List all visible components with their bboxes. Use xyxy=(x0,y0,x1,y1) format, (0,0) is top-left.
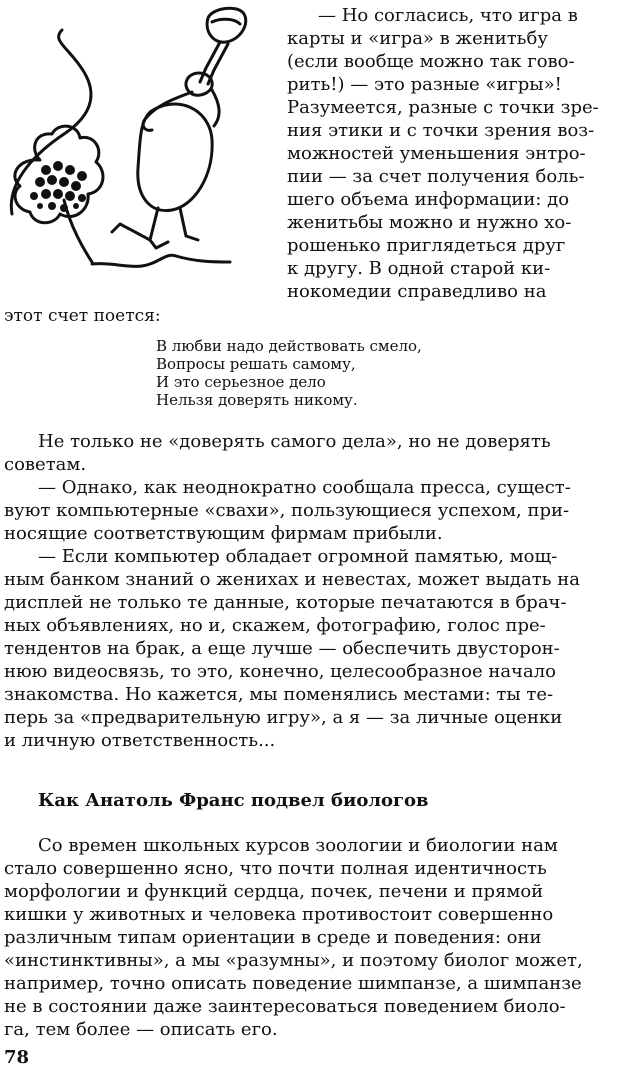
poem-line: Вопросы решать самому, xyxy=(156,355,356,373)
body-text-line: нюю видеосвязь, то это, конечно, целесообразное начало xyxy=(4,661,556,682)
body-text-line: советам. xyxy=(4,454,87,475)
side-text-line: (если вообще можно так гово- xyxy=(287,51,575,72)
poem-line: И это серьезное дело xyxy=(156,373,326,391)
body-text-line: и личную ответственность... xyxy=(4,730,276,751)
section-text-line: га, тем более — описать его. xyxy=(4,1019,278,1040)
body-text-line: тендентов на брак, а еще лучше — обеспечить двусторон- xyxy=(4,638,560,659)
body-text-line: — Однако, как неоднократно сообщала пресса, сущест- xyxy=(38,477,571,498)
section-text-line: различным типам ориентации в среде и поведения: они xyxy=(4,927,542,948)
body-text-line: перь за «предварительную игру», а я — за личные оценки xyxy=(4,707,563,728)
side-text-line: женитьбы можно и нужно хо- xyxy=(287,212,572,233)
side-text-line: пии — за счет получения боль- xyxy=(287,166,585,187)
side-text-line: рить!) — это разные «игры»! xyxy=(287,74,562,95)
side-text-line: нокомедии справедливо на xyxy=(287,281,547,302)
section-text-line: не в состоянии даже заинтересоваться поведением биоло- xyxy=(4,996,566,1017)
body-text-line: — Если компьютер обладает огромной памятью, мощ- xyxy=(38,546,558,567)
pipe-figure-with-flower-drawing-icon xyxy=(0,0,285,305)
section-text-line: стало совершенно ясно, что почти полная идентичность xyxy=(4,858,547,879)
body-text-line: знакомства. Но кажется, мы поменялись местами: ты те- xyxy=(4,684,554,705)
poem-line: Нельзя доверять никому. xyxy=(156,391,358,409)
body-text-line: вуют компьютерные «свахи», пользующиеся успехом, при- xyxy=(4,500,570,521)
section-text-line: кишки у животных и человека противостоит совершенно xyxy=(4,904,554,925)
side-text-line: можностей уменьшения энтро- xyxy=(287,143,586,164)
side-text-line: — Но согласись, что игра в xyxy=(318,5,578,26)
body-text-line: Не только не «доверять самого дела», но не доверять xyxy=(38,431,551,452)
lead-in-text: этот счет поется: xyxy=(4,306,161,326)
section-heading: Как Анатоль Франс подвел биологов xyxy=(38,790,429,811)
body-text-line: дисплей не только те данные, которые печатаются в брач- xyxy=(4,592,567,613)
body-text-line: ным банком знаний о женихах и невестах, может выдать на xyxy=(4,569,580,590)
poem-line: В любви надо действовать смело, xyxy=(156,337,422,355)
side-text-line: шего объема информации: до xyxy=(287,189,570,210)
side-text-line: карты и «игра» в женитьбу xyxy=(287,28,548,49)
side-text-line: рошенько приглядеться друг xyxy=(287,235,566,256)
section-text-line: Со времен школьных курсов зоологии и биологии нам xyxy=(38,835,558,856)
side-text-line: ния этики и с точки зрения воз- xyxy=(287,120,595,141)
page-number: 78 xyxy=(4,1047,30,1068)
body-text-line: ных объявлениях, но и, скажем, фотографию, голос пре- xyxy=(4,615,546,636)
side-text-line: к другу. В одной старой ки- xyxy=(287,258,551,279)
body-text-line: носящие соответствующим фирмам прибыли. xyxy=(4,523,443,544)
section-text-line: морфологии и функций сердца, почек, печени и прямой xyxy=(4,881,544,902)
section-text-line: например, точно описать поведение шимпанзе, а шимпанзе xyxy=(4,973,582,994)
side-text-line: Разумеется, разные с точки зре- xyxy=(287,97,599,118)
section-text-line: «инстинктивны», а мы «разумны», и поэтому биолог может, xyxy=(4,950,583,971)
